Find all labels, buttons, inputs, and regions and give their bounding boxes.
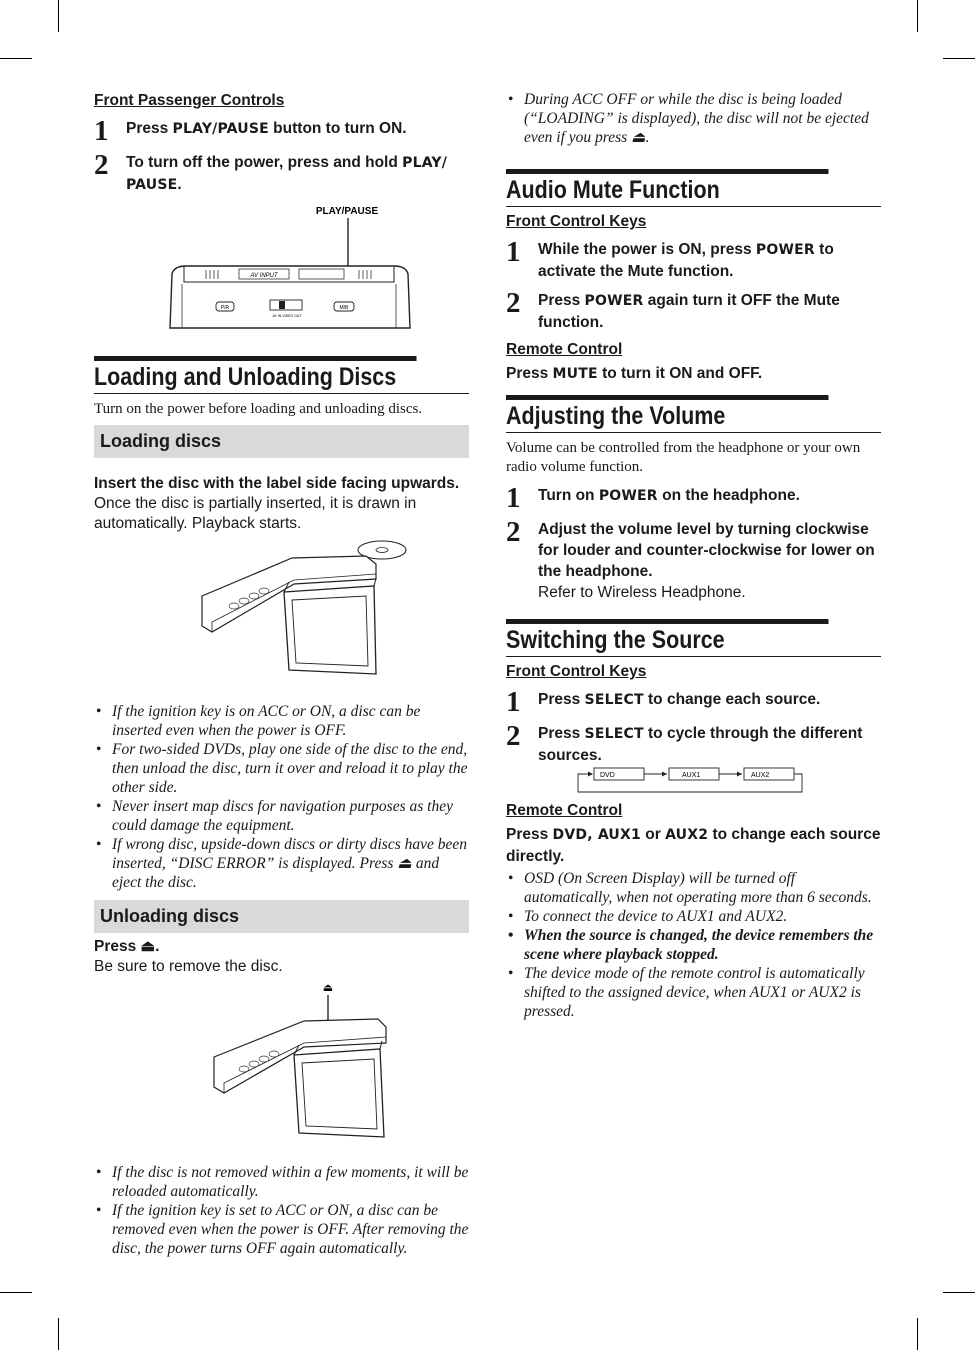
list-item: • If the ignition key is set to ACC or ON, a disc can be removed even when the power is OFF. After removing the disc, the power turns OFF again automatically. bbox=[94, 1201, 469, 1258]
unloading-description: Be sure to remove the disc. bbox=[94, 958, 283, 975]
step-number: 2 bbox=[94, 149, 109, 181]
list-item: • If the disc is not removed within a few moments, it will be reloaded automatically. bbox=[94, 1163, 469, 1201]
loading-description: Once the disc is partially inserted, it is drawn in automatically. Playback starts. bbox=[94, 495, 417, 532]
port-labels: AV IN VIDEO OUT bbox=[272, 314, 302, 318]
loading-notes bbox=[94, 702, 469, 892]
source-remote-instruction: Press DVD, AUX1 or AUX2 to change each source directly. bbox=[506, 826, 881, 865]
source-front-control-keys: Front Control Keys bbox=[506, 663, 647, 680]
adjusting-volume-heading: Adjusting the Volume bbox=[506, 395, 829, 432]
step-1: 1 Turn on POWER on the headphone. bbox=[506, 482, 800, 514]
list-item: • If the ignition key is on ACC or ON, a disc can be inserted even when the power is OFF. bbox=[94, 702, 469, 740]
mute-front-control-keys: Front Control Keys bbox=[506, 213, 647, 230]
eject-callout: ⏏ bbox=[322, 981, 334, 994]
step-2: 2 To turn off the power, press and hold PLAY/ PAUSE. bbox=[94, 149, 448, 193]
mute-remote-control: Remote Control bbox=[506, 341, 623, 358]
crop-mark bbox=[917, 0, 918, 32]
loading-unloading-heading: Loading and Unloading Discs bbox=[94, 356, 417, 393]
list-item: • If wrong disc, upside-down discs or dirty discs have been inserted, “DISC ERROR” is displayed. Press ⏏ and eject the disc. bbox=[94, 835, 469, 892]
key-label: PLAY/ PAUSE bbox=[126, 155, 448, 193]
front-panel-illustration bbox=[94, 204, 469, 344]
source-cycle-diagram bbox=[506, 766, 881, 800]
list-item: • To connect the device to AUX1 and AUX2. bbox=[506, 907, 881, 926]
loading-instruction: Insert the disc with the label side facing upwards. bbox=[94, 475, 460, 492]
step-2: 2 Adjust the volume level by turning clockwise for louder and counter-clockwise for lower on the headphone. Refer to Wireless Headphone. bbox=[506, 516, 875, 601]
audio-mute-heading: Audio Mute Function bbox=[506, 169, 829, 206]
unloading-notes bbox=[94, 1163, 469, 1258]
front-passenger-controls-heading: Front Passenger Controls bbox=[94, 92, 285, 109]
source-remote-control: Remote Control bbox=[506, 802, 623, 819]
switching-source-heading: Switching the Source bbox=[506, 619, 829, 656]
disc-unloading-illustration bbox=[94, 977, 469, 1147]
step-1: 1 Press PLAY/PAUSE button to turn ON. bbox=[94, 115, 407, 147]
play-pause-callout: PLAY/PAUSE bbox=[315, 206, 379, 217]
av-input-label: AV INPUT bbox=[250, 273, 278, 279]
pr-button-label: P/R bbox=[220, 305, 230, 311]
crop-mark bbox=[0, 58, 32, 59]
list-item: • OSD (On Screen Display) will be turned off automatically, when not operating more than 6 seconds. bbox=[506, 869, 881, 907]
step-2: 2 Press POWER again turn it OFF the Mute function. bbox=[506, 287, 840, 331]
step-1: 1 While the power is ON, press POWER to activate the Mute function. bbox=[506, 236, 834, 280]
crop-mark bbox=[943, 58, 975, 59]
loading-intro: Turn on the power before loading and unloading discs. bbox=[94, 401, 423, 417]
volume-intro: Volume can be controlled from the headphone or your own radio volume function. bbox=[506, 440, 861, 475]
list-item: • When the source is changed, the device remembers the scene where playback stopped. bbox=[506, 926, 881, 964]
loading-discs-bar: Loading discs bbox=[94, 425, 469, 458]
unloading-discs-bar: Unloading discs bbox=[94, 900, 469, 933]
step-1: 1 Press SELECT to change each source. bbox=[506, 686, 821, 718]
list-item: • Never insert map discs for navigation purposes as they could damage the equipment. bbox=[94, 797, 469, 835]
disc-loading-illustration bbox=[94, 534, 469, 694]
source-notes bbox=[506, 869, 881, 1021]
list-item: • During ACC OFF or while the disc is being loaded (“LOADING” is displayed), the disc will not be ejected even if you press ⏏. bbox=[506, 90, 881, 147]
key-label: PLAY/PAUSE bbox=[172, 121, 269, 137]
mute-remote-instruction: Press MUTE to turn it ON and OFF. bbox=[506, 365, 763, 382]
flow-aux2: AUX2 bbox=[751, 772, 770, 779]
eject-note bbox=[506, 90, 881, 147]
flow-dvd: DVD bbox=[600, 772, 615, 779]
right-column bbox=[506, 88, 881, 1021]
list-item: • The device mode of the remote control is automatically shifted to the assigned device, when AUX1 or AUX2 is pressed. bbox=[506, 964, 881, 1021]
crop-mark bbox=[58, 1318, 59, 1350]
mb-button-label: M/B bbox=[339, 305, 349, 311]
crop-mark bbox=[58, 0, 59, 32]
crop-mark bbox=[943, 1292, 975, 1293]
crop-mark bbox=[917, 1318, 918, 1350]
step-number: 1 bbox=[94, 115, 109, 147]
crop-mark bbox=[0, 1292, 32, 1293]
list-item: • For two-sided DVDs, play one side of the disc to the end, then unload the disc, turn it over and reload it to play the other side. bbox=[94, 740, 469, 797]
step-2: 2 Press SELECT to cycle through the different sources. bbox=[506, 720, 863, 764]
unloading-instruction: Press ⏏. bbox=[94, 938, 160, 955]
left-column bbox=[94, 88, 469, 1258]
flow-aux1: AUX1 bbox=[682, 772, 701, 779]
